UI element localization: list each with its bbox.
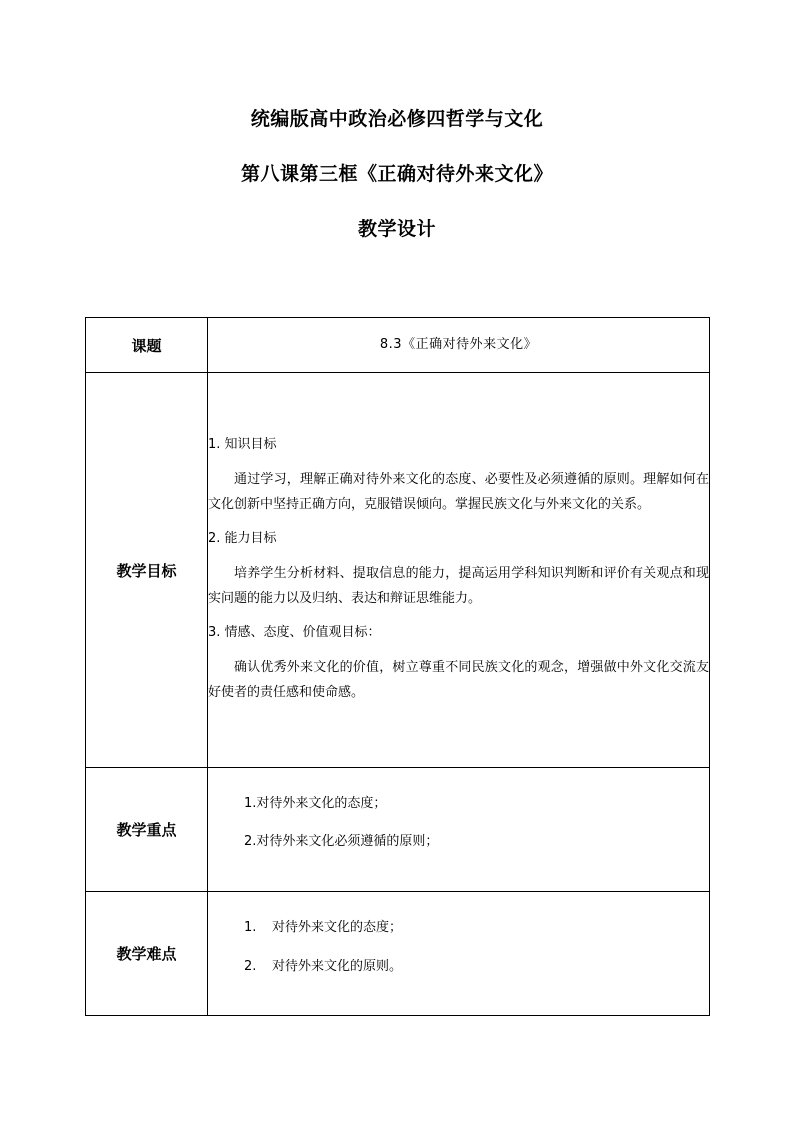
document-title-line-3: 教学设计 bbox=[357, 218, 436, 240]
difficulty-number-1: 1. bbox=[244, 920, 257, 935]
lesson-plan-table bbox=[85, 317, 710, 1016]
topic-value: 8.3《正确对待外来文化》 bbox=[208, 318, 710, 373]
objectives-row bbox=[86, 373, 710, 768]
ability-objective-heading: 2. 能力目标 bbox=[208, 531, 277, 546]
key-point-item-1: 1.对待外来文化的态度； bbox=[244, 796, 387, 811]
document-title-line-1: 统编版高中政治必修四哲学与文化 bbox=[250, 108, 544, 130]
difficulty-text-2: 对待外来文化的原则。 bbox=[272, 959, 403, 974]
difficulty-item-1 bbox=[244, 918, 701, 938]
difficulties-row bbox=[86, 892, 710, 1016]
key-points-label: 教学重点 bbox=[86, 768, 208, 892]
document-title-line-2: 第八课第三框《正确对待外来文化》 bbox=[240, 163, 553, 185]
ability-objective-text: 培养学生分析材料、提取信息的能力，提高运用学科知识判断和评价有关观点和现实问题的能力以及归纳、表达和辩证思维能力。 bbox=[208, 566, 709, 606]
topic-row bbox=[86, 318, 710, 373]
difficulty-item-2 bbox=[244, 957, 701, 977]
values-objective-text: 确认优秀外来文化的价值，树立尊重不同民族文化的观念，增强做中外文化交流友好使者的责任感和使命感。 bbox=[208, 660, 709, 700]
values-objective-heading: 3. 情感、态度、价值观目标： bbox=[208, 625, 381, 640]
objectives-content bbox=[208, 373, 710, 768]
knowledge-objective-heading: 1. 知识目标 bbox=[208, 437, 277, 452]
knowledge-objective-text: 通过学习，理解正确对待外来文化的态度、必要性及必须遵循的原则。理解如何在文化创新中坚持正确方向，克服错误倾向。掌握民族文化与外来文化的关系。 bbox=[208, 472, 709, 512]
key-points-content bbox=[208, 768, 710, 892]
objectives-label: 教学目标 bbox=[86, 373, 208, 768]
difficulties-content bbox=[208, 892, 710, 1016]
topic-label: 课题 bbox=[86, 318, 208, 373]
difficulties-label: 教学难点 bbox=[86, 892, 208, 1016]
key-points-row bbox=[86, 768, 710, 892]
difficulty-text-1: 对待外来文化的态度； bbox=[272, 920, 403, 935]
difficulty-number-2: 2. bbox=[244, 959, 257, 974]
key-point-item-2: 2.对待外来文化必须遵循的原则； bbox=[244, 834, 439, 849]
